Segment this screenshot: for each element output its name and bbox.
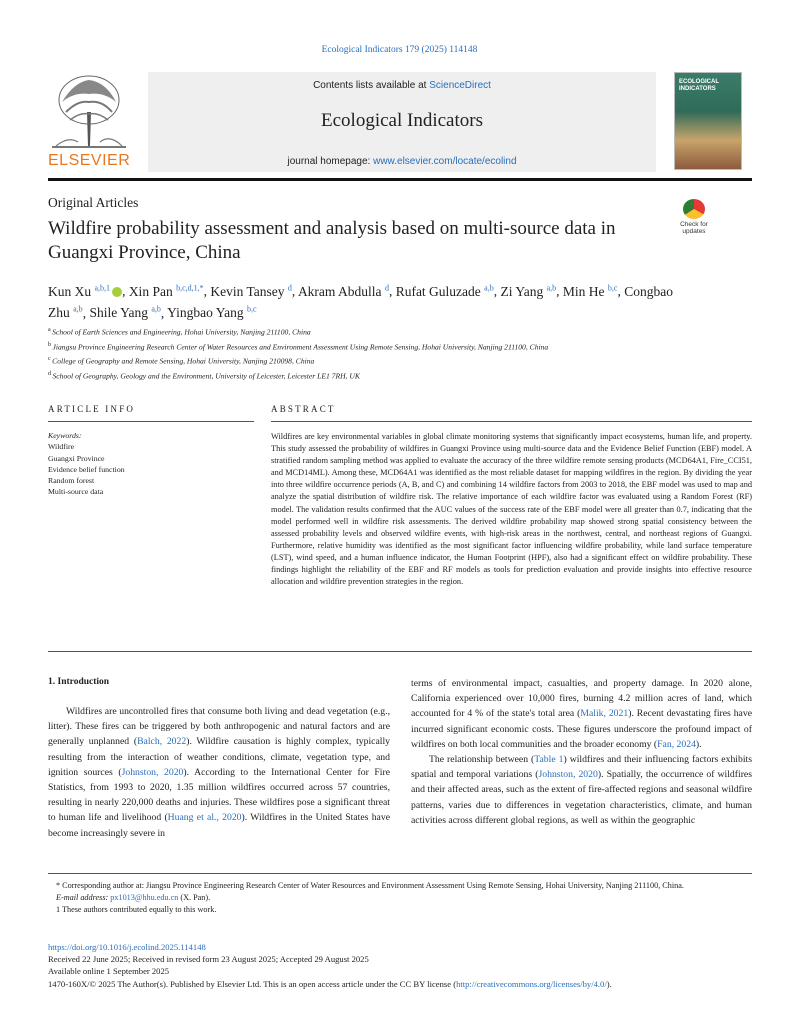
author-name[interactable]: Congbao Zhu $^{a,b}$ <box>48 283 673 320</box>
author-affiliation-marker: a,b <box>151 304 161 314</box>
author-name[interactable]: Kevin Tansey $^d$ <box>210 283 292 299</box>
affiliation-text: Jiangsu Province Engineering Research Center of Water Resources and Environment Assessment Using Remote Sensing, Hohai University, Nanjing 211100, China <box>52 342 549 352</box>
received-dates: Received 22 June 2025; Received in revised form 23 August 2025; Accepted 29 August 2025 <box>48 954 369 965</box>
citation-link[interactable]: Table 1 <box>534 754 564 766</box>
footnote-rule <box>48 873 752 874</box>
author-affiliation-marker: d <box>287 283 292 292</box>
homepage-prefix: journal homepage: <box>287 156 374 167</box>
keywords-block <box>48 430 254 498</box>
sciencedirect-link[interactable]: ScienceDirect <box>429 80 491 91</box>
paragraph-text: ). According to the International Center for Fire Statistics, from 1993 to 2020, 1.35 million wildfires occurred across 57 countries, resulting in nearly 220,000 deaths and injuries. These wildfires pose a significant threat to human life and livelihood ( <box>48 766 391 824</box>
paragraph-text: ). Wildfires in the United States have become increasingly severe in <box>48 812 390 839</box>
paragraph-text: ) wildfires and their influencing factors exhibits spatial and temporal variations ( <box>411 754 752 781</box>
license-prefix: 1470-160X/© 2025 The Author(s). Published by Elsevier Ltd. This is an open access article under the CC BY license ( <box>48 978 457 989</box>
article-type: Original Articles <box>48 195 139 210</box>
author-name[interactable]: Rufat Guluzade $^{a,b}$ <box>395 283 494 299</box>
equal-contribution-note: 1 These authors contributed equally to this work. <box>56 905 217 915</box>
citation-link[interactable]: Malik, 2021 <box>580 708 629 720</box>
author-affiliation-marker: d <box>384 283 389 292</box>
header-rule <box>48 178 752 181</box>
keywords-label: Keywords: <box>48 431 82 440</box>
author-name[interactable]: Xin Pan $^{b,c,d,1,*}$ <box>128 283 204 299</box>
footnotes <box>48 880 752 917</box>
email-suffix: (X. Pan). <box>180 893 211 903</box>
keyword-item: Wildfire <box>48 442 75 452</box>
journal-banner <box>148 72 656 172</box>
keyword-item: Evidence belief function <box>48 464 125 474</box>
email-link[interactable]: px1013@hhu.edu.cn <box>110 893 179 903</box>
introduction-column-left <box>48 704 390 841</box>
journal-masthead <box>48 72 719 176</box>
affiliation-item <box>48 324 752 339</box>
article-info-heading: ARTICLE INFO <box>48 404 136 414</box>
affiliation-text: School of Geography, Geology and the Environment, University of Leicester, Leicester LE1 7RH, UK <box>52 371 360 381</box>
author-affiliation-marker: a,b <box>484 283 494 292</box>
license-suffix: ). <box>606 978 612 989</box>
available-online-date: Available online 1 September 2025 <box>48 966 170 977</box>
author-name[interactable]: Min He $^{b,c}$ <box>562 283 618 299</box>
intro-paragraph-1-continued <box>411 676 752 752</box>
journal-cover-thumbnail[interactable] <box>674 72 742 170</box>
license-link[interactable]: http://creativecommons.org/licenses/by/4.0/ <box>456 978 607 989</box>
publisher-wordmark: ELSEVIER <box>48 152 131 169</box>
citation-link[interactable]: Huang et al., 2020 <box>167 812 242 824</box>
homepage-line <box>148 156 656 167</box>
abstract-rule <box>271 421 752 422</box>
introduction-heading: 1. Introduction <box>48 677 110 687</box>
check-updates-icon <box>683 199 705 219</box>
email-note <box>48 892 752 904</box>
journal-reference[interactable]: Ecological Indicators 179 (2025) 114148 <box>321 45 478 55</box>
affiliation-key: c <box>48 356 53 363</box>
affiliation-text: School of Earth Sciences and Engineering, Hohai University, Nanjing 211100, China <box>52 327 311 337</box>
citation-link[interactable]: Johnston, 2020 <box>121 766 184 778</box>
author-name[interactable]: Yingbao Yang $^{b,c}$ <box>167 304 257 320</box>
author-name[interactable]: Shile Yang $^{a,b}$ <box>89 304 161 320</box>
affiliation-list <box>48 324 752 382</box>
paragraph-text: ). <box>695 738 702 750</box>
paragraph-text: terms of environmental impact, casualties, and property damage. In 2020 alone, California experienced over 10,000 fires, burning 4.2 million acres of land, which accounted for 4 % of the state's total area ( <box>411 678 752 720</box>
citation-link[interactable]: Johnston, 2020 <box>538 769 598 781</box>
check-updates-label: Check for updates <box>680 221 708 235</box>
affiliation-key: d <box>48 370 53 377</box>
author-name[interactable]: Kun Xu $^{a,b,1}$ <box>48 284 122 299</box>
section-rule <box>48 651 752 652</box>
doi-link[interactable]: https://doi.org/10.1016/j.ecolind.2025.114148 <box>48 942 206 952</box>
author-affiliation-marker: a,b <box>546 283 557 292</box>
affiliation-item <box>48 353 752 368</box>
author-name[interactable]: Akram Abdulla $^d$ <box>297 283 389 299</box>
abstract-heading: ABSTRACT <box>271 404 336 414</box>
paragraph-text: The relationship between ( <box>429 754 535 766</box>
keyword-item: Multi-source data <box>48 487 104 497</box>
affiliation-item <box>48 368 752 383</box>
author-list: Kun Xu $^{a,b,1}$ , Xin Pan $^{b,c,d,1,*}$, Kevin Tansey $^d$, Akram Abdulla $^d$, Rufat Guluzade $^{a,b}$, Zi Yang $^{a,b}$, Min He $^{b,c}$, Congbao Zhu $^{a,b}$, Shile Yang $^{a,b}$, Yingbao Yang $^{b,c}$ <box>48 283 673 320</box>
journal-homepage-link[interactable]: www.elsevier.com/locate/ecolind <box>373 156 517 167</box>
author-affiliation-marker: a,b <box>73 304 83 314</box>
keyword-list <box>48 441 254 497</box>
check-for-updates-button[interactable] <box>674 197 714 237</box>
citation-link[interactable]: Fan, 2024 <box>657 738 696 750</box>
author-affiliation-marker: b,c <box>607 283 618 292</box>
affiliation-item <box>48 339 752 354</box>
affiliation-text: College of Geography and Remote Sensing, Hohai University, Nanjing 210098, China <box>52 356 315 366</box>
author-affiliation-marker: b,c <box>247 304 257 314</box>
affiliation-key: b <box>48 341 53 348</box>
keyword-item: Guangxi Province <box>48 453 105 463</box>
paragraph-text: Wildfires are uncontrolled fires that consume both living and dead vegetation (e.g., litter). These fires can be triggered by both anthropogenic and natural factors and are generally unplanned ( <box>48 706 390 748</box>
contents-line <box>148 80 656 91</box>
abstract-text: Wildfires are key environmental variables in global climate monitoring systems that significantly impact ecosystems, human life, and property. This study assessed the probability of wildfires in Guangxi Province using multi-source data and the Evidence Belief Function (EBF) model. A stratified random sampling method was applied to evaluate the accuracy of the three wildfire remote sensing products (MCD64A1, Fire_CCI51, and MCD14ML). Among these, MCD64A1 was identified as the most reliable dataset for mapping wildfires in the region. By dividing the year into three wildfire occurrence periods (A, B, and C) and combining 14 wildfire factors from 2003 to 2018, the EBF model was used to map and analyze the spatial distribution of wildfire risk. The relative importance of each wildfire factor was evaluated using a Random Forest (RF) model. The validation results confirmed that the AUC values of the success rate of the EBF model were all greater than 0.7, indicating that the model performed well in wildfire risk assessments. The derived wildfire probability map showed strong spatial consistency between the assessed probability levels and observed wildfire events, with high-risk areas in the northwest, central, and northeast regions of Guangxi. Furthermore, relative humidity was identified as the most significant factor influencing wildfire probability, while land surface temperature (LST), wind speed, and a human influence indicator, the Human Footprint (HPF), also had a significant effect on wildfire probability. These findings highlight the reliability of the EBF and RF models as tools for prediction evaluation and provide insights into effective resource allocation and wildfire prevention strategies in the region. <box>271 432 752 587</box>
paper-title: Wildfire probability assessment and analysis based on multi-source data in Guangxi Province, China <box>48 218 616 263</box>
cover-title: ECOLOGICAL INDICATORS <box>679 79 719 92</box>
intro-paragraph-2 <box>411 752 752 828</box>
citation-link[interactable]: Balch, 2022 <box>137 736 187 748</box>
affiliation-key: a <box>48 327 53 333</box>
intro-paragraph-1 <box>48 704 390 841</box>
keyword-item: Random forest <box>48 476 95 486</box>
paragraph-text: ). Spatially, the occurrence of wildfires and their affected areas, such as the extent of fire-affected regions and seasonal wildfire patterns, varies due to differences in vegetation characteristics, climate, and human activities across different global regions, as well as within the geographic <box>411 769 752 826</box>
orcid-icon[interactable] <box>112 287 122 297</box>
contents-prefix: Contents lists available at <box>313 80 430 91</box>
author-name[interactable]: Zi Yang $^{a,b}$ <box>500 283 557 299</box>
paragraph-text: ). Wildfire causation is highly complex, typically resulting from the interaction of weather conditions, climate, vegetation type, and ignition sources ( <box>48 736 390 778</box>
corresponding-author-note: * Corresponding author at: Jiangsu Province Engineering Research Center of Water Resources and Environment Assessment Using Remote Sensing, Hohai University, Nanjing 211100, China. <box>56 881 684 890</box>
publication-details <box>48 941 768 990</box>
introduction-column-right <box>411 676 752 828</box>
article-info-rule <box>48 421 254 422</box>
email-label: E-mail address: <box>56 893 109 903</box>
paragraph-text: ). Recent devastating fires have incurred significant economic costs. These figures underscore the profound impact of wildfires on both local communities and the broader economy ( <box>411 708 753 750</box>
journal-title: Ecological Indicators <box>321 110 483 131</box>
author-affiliation-marker: b,c,d,1,* <box>176 283 204 292</box>
author-affiliation-marker: a,b,1 <box>94 283 111 292</box>
license-line <box>48 978 768 990</box>
